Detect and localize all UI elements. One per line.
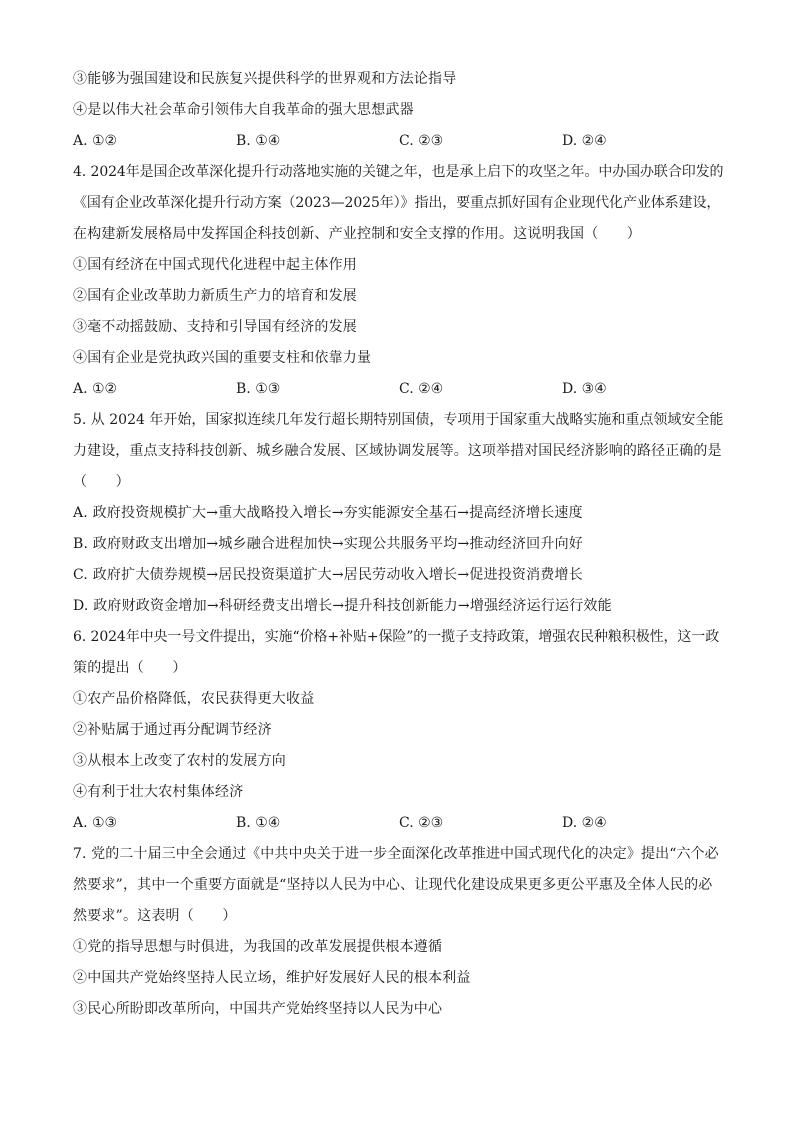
q3-option-d: D. ②④ bbox=[562, 133, 607, 149]
q5-choice-a: A. 政府投资规模扩大→重大战略投入增长→夯实能源安全基石→提高经济增长速度 bbox=[73, 505, 583, 521]
q5-choice-d: D. 政府财政资金增加→科研经费支出增长→提升科技创新能力→增强经济运行运行效能 bbox=[73, 598, 612, 614]
q4-options bbox=[73, 374, 723, 405]
q7-stem-line-1: 7. 党的二十届三中全会通过《中共中央关于进一步全面深化改革推进中国式现代化的决定》提出“六个必 bbox=[73, 846, 719, 862]
q3-options bbox=[73, 126, 723, 157]
q7-statement-1: ①党的指导思想与时俱进，为我国的改革发展提供根本遵循 bbox=[73, 939, 443, 955]
q6-statement-3: ③从根本上改变了农村的发展方向 bbox=[73, 753, 286, 769]
q7-stem-line-3: 然要求”。这表明（ ） bbox=[73, 908, 237, 924]
q4-statement-1: ①国有经济在中国式现代化进程中起主体作用 bbox=[73, 257, 357, 273]
q4-option-d: D. ③④ bbox=[562, 381, 607, 397]
q6-option-a: A. ①③ bbox=[73, 815, 118, 831]
q3-statement-3: ③能够为强国建设和民族复兴提供科学的世界观和方法论指导 bbox=[73, 71, 457, 87]
q5-stem-line-1: 5. 从 2024 年开始，国家拟连续几年发行超长期特别国债，专项用于国家重大战略实施和重点领域安全能 bbox=[73, 412, 724, 428]
q4-statement-2: ②国有企业改革助力新质生产力的培育和发展 bbox=[73, 288, 357, 304]
q6-stem-line-1: 6. 2024年中央一号文件提出，实施“价格+补贴+保险”的一揽子支持政策，增强农民种粮积极性，这一政 bbox=[73, 629, 720, 645]
q4-option-b: B. ①③ bbox=[236, 381, 281, 397]
q6-option-b: B. ①④ bbox=[236, 815, 281, 831]
question-4 bbox=[73, 157, 723, 405]
question-7 bbox=[73, 839, 723, 1025]
q7-stem-line-2: 然要求”，其中一个重要方面就是“坚持以人民为中心、让现代化建设成果更多更公平惠及全体人民的必 bbox=[73, 877, 713, 893]
q4-stem-line-3: 在构建新发展格局中发挥国企科技创新、产业控制和安全支撑的作用。这说明我国（ ） bbox=[73, 226, 641, 242]
q4-option-a: A. ①② bbox=[73, 381, 118, 397]
question-6 bbox=[73, 622, 723, 839]
q3-option-b: B. ①④ bbox=[236, 133, 281, 149]
q4-stem-line-2: 《国有企业改革深化提升行动方案（2023—2025年）》指出，要重点抓好国有企业现代化产业体系建设， bbox=[73, 195, 721, 211]
q7-statement-3: ③民心所盼即改革所向，中国共产党始终坚持以人民为中心 bbox=[73, 1001, 443, 1017]
question-3-tail bbox=[73, 64, 723, 157]
q5-choice-c: C. 政府扩大债券规模→居民投资渠道扩大→居民劳动收入增长→促进投资消费增长 bbox=[73, 567, 583, 583]
q6-option-c: C. ②③ bbox=[399, 815, 444, 831]
q6-statement-2: ②补贴属于通过再分配调节经济 bbox=[73, 722, 272, 738]
q6-statement-4: ④有利于壮大农村集体经济 bbox=[73, 784, 244, 800]
q6-stem-line-2: 策的提出（ ） bbox=[73, 660, 187, 676]
q3-statement-4: ④是以伟大社会革命引领伟大自我革命的强大思想武器 bbox=[73, 102, 414, 118]
q5-stem-line-2: 力建设，重点支持科技创新、城乡融合发展、区域协调发展等。这项举措对国民经济影响的路径正确的是 bbox=[73, 443, 722, 459]
q4-statement-3: ③毫不动摇鼓励、支持和引导国有经济的发展 bbox=[73, 319, 357, 335]
q4-statement-4: ④国有企业是党执政兴国的重要支柱和依靠力量 bbox=[73, 350, 372, 366]
q6-options bbox=[73, 808, 723, 839]
q6-statement-1: ①农产品价格降低，农民获得更大收益 bbox=[73, 691, 315, 707]
q6-option-d: D. ②④ bbox=[562, 815, 607, 831]
q4-stem-line-1: 4. 2024年是国企改革深化提升行动落地实施的关键之年，也是承上启下的攻坚之年。中办国办联合印发的 bbox=[73, 164, 724, 180]
q3-option-c: C. ②③ bbox=[399, 133, 444, 149]
q4-option-c: C. ②④ bbox=[399, 381, 444, 397]
q5-stem-line-3: （ ） bbox=[73, 474, 130, 490]
q5-choice-b: B. 政府财政支出增加→城乡融合进程加快→实现公共服务平均→推动经济回升向好 bbox=[73, 536, 583, 552]
exam-page bbox=[73, 64, 723, 1025]
question-5 bbox=[73, 405, 723, 622]
q7-statement-2: ②中国共产党始终坚持人民立场，维护好发展好人民的根本利益 bbox=[73, 970, 471, 986]
q3-option-a: A. ①② bbox=[73, 133, 118, 149]
